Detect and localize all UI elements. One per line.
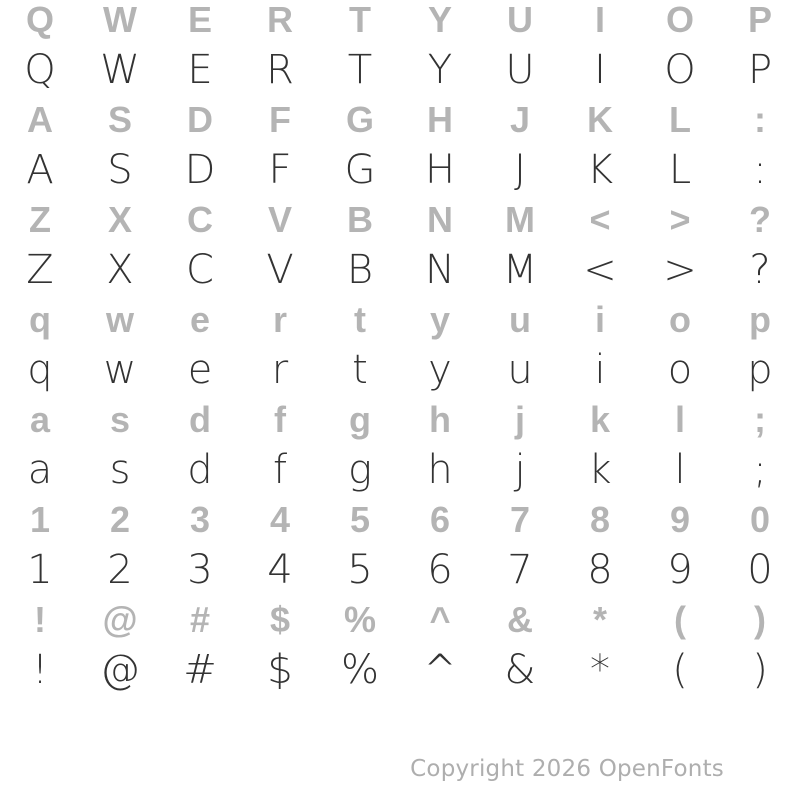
glyph-row-reference (0, 0, 800, 45)
glyph-cell: N (427, 199, 453, 240)
glyph-row-reference (0, 195, 800, 245)
glyph-cell: l (674, 399, 685, 440)
glyph-cell: K (586, 147, 614, 193)
glyph-cell: V (266, 247, 294, 293)
glyph-cell: j (514, 447, 526, 493)
glyph-cell: U (507, 0, 533, 40)
glyph-cell: i (594, 347, 606, 393)
glyph-cell: r (271, 347, 289, 393)
glyph-row-reference (0, 395, 800, 445)
glyph-cell: 3 (187, 547, 213, 593)
glyph-cell: ) (754, 599, 766, 640)
glyph-cell: ? (749, 247, 771, 293)
glyph-cell: 8 (587, 547, 613, 593)
glyph-cell: O (664, 47, 696, 93)
glyph-row-sample (0, 545, 800, 595)
glyph-cell: 6 (427, 547, 453, 593)
glyph-cell: 6 (429, 499, 451, 540)
glyph-cell: s (109, 399, 131, 440)
glyph-cell: j (514, 399, 525, 440)
glyph-cell: u (507, 347, 533, 393)
glyph-cell: l (674, 447, 686, 493)
glyph-cell: 2 (107, 547, 133, 593)
glyph-cell: @ (100, 647, 140, 693)
glyph-cell: F (268, 147, 292, 193)
glyph-cell: # (189, 599, 211, 640)
glyph-cell: g (347, 447, 372, 493)
glyph-cell: ( (672, 647, 688, 693)
glyph-cell: t (354, 299, 366, 340)
glyph-cell: A (27, 99, 53, 140)
glyph-cell: I (594, 47, 606, 93)
glyph-cell: w (105, 299, 134, 340)
glyph-row-reference (0, 295, 800, 345)
glyph-cell: R (266, 47, 294, 93)
glyph-cell: q (27, 347, 53, 393)
glyph-cell: g (349, 399, 371, 440)
glyph-cell: 2 (109, 499, 131, 540)
glyph-cell: C (186, 247, 214, 293)
glyph-cell: I (594, 0, 605, 40)
glyph-cell: M (502, 247, 538, 293)
glyph-cell: e (189, 299, 211, 340)
glyph-cell: ^ (423, 647, 457, 693)
glyph-cell: Z (26, 247, 54, 293)
glyph-cell: E (187, 47, 213, 93)
glyph-cell: E (187, 0, 212, 40)
glyph-cell: < (583, 247, 617, 293)
glyph-cell: p (747, 347, 773, 393)
glyph-cell: A (26, 147, 54, 193)
glyph-cell: R (267, 0, 293, 40)
glyph-cell: y (429, 299, 451, 340)
glyph-cell: V (267, 199, 292, 240)
glyph-cell: o (667, 347, 693, 393)
glyph-cell: Q (25, 0, 54, 40)
glyph-cell: 4 (269, 499, 291, 540)
glyph-cell: u (509, 299, 531, 340)
glyph-cell: B (347, 199, 373, 240)
glyph-cell: Z (29, 199, 51, 240)
glyph-cell: ( (674, 599, 686, 640)
glyph-cell: 5 (347, 547, 373, 593)
glyph-cell: J (509, 99, 531, 140)
glyph-cell: G (345, 99, 374, 140)
glyph-cell: 0 (749, 499, 771, 540)
glyph-cell: % (343, 599, 376, 640)
glyph-cell: k (589, 399, 611, 440)
glyph-row-reference (0, 595, 800, 645)
glyph-cell: k (588, 447, 612, 493)
glyph-cell: S (107, 147, 133, 193)
glyph-cell: W (103, 0, 137, 40)
glyph-cell: @ (102, 599, 138, 640)
glyph-cell: P (747, 0, 772, 40)
glyph-cell: D (187, 99, 213, 140)
glyph-row-reference (0, 495, 800, 545)
glyph-row-sample (0, 645, 800, 695)
glyph-cell: H (427, 99, 453, 140)
glyph-cell: s (109, 447, 131, 493)
glyph-cell: Y (427, 47, 453, 93)
glyph-cell: ; (753, 447, 767, 493)
glyph-cell: 5 (349, 499, 371, 540)
glyph-row-sample (0, 145, 800, 195)
glyph-cell: T (347, 47, 373, 93)
glyph-row-sample (0, 245, 800, 295)
glyph-cell: 0 (747, 547, 773, 593)
glyph-cell: G (344, 147, 376, 193)
glyph-cell: D (184, 147, 216, 193)
glyph-cell: a (27, 447, 53, 493)
glyph-cell: # (183, 647, 217, 693)
glyph-cell: X (106, 247, 134, 293)
glyph-cell: U (505, 47, 535, 93)
glyph-cell: h (429, 399, 451, 440)
glyph-cell: O (665, 0, 694, 40)
glyph-cell: T (349, 0, 371, 40)
glyph-cell: o (669, 299, 691, 340)
glyph-cell: M (505, 199, 535, 240)
glyph-cell: ; (754, 399, 766, 440)
glyph-cell: & (504, 647, 536, 693)
glyph-cell: C (187, 199, 213, 240)
copyright-text: Copyright 2026 OpenFonts (410, 756, 724, 782)
glyph-cell: K (587, 99, 613, 140)
glyph-cell: X (107, 199, 132, 240)
glyph-cell: > (669, 199, 691, 240)
glyph-cell: 4 (267, 547, 293, 593)
glyph-cell: * (590, 647, 610, 693)
glyph-cell: ! (31, 647, 49, 693)
glyph-cell: < (589, 199, 611, 240)
glyph-cell: ! (34, 599, 46, 640)
glyph-cell: % (340, 647, 379, 693)
glyph-cell: B (346, 247, 374, 293)
glyph-cell: d (189, 399, 211, 440)
glyph-cell: ) (752, 647, 768, 693)
glyph-cell: F (269, 99, 291, 140)
glyph-cell: ^ (429, 599, 451, 640)
glyph-cell: J (514, 147, 526, 193)
glyph-cell: h (427, 447, 453, 493)
glyph-cell: 3 (189, 499, 211, 540)
glyph-cell: 9 (667, 547, 693, 593)
glyph-cell: ? (749, 199, 771, 240)
glyph-cell: 1 (27, 547, 53, 593)
glyph-cell: L (669, 99, 691, 140)
glyph-cell: d (187, 447, 213, 493)
glyph-cell: t (352, 347, 368, 393)
glyph-cell: * (592, 599, 607, 640)
glyph-cell: q (29, 299, 51, 340)
glyph-cell: : (753, 147, 767, 193)
glyph-cell: & (507, 599, 533, 640)
glyph-cell: y (428, 347, 452, 393)
glyph-cell: f (272, 447, 288, 493)
glyph-cell: : (754, 99, 766, 140)
glyph-cell: p (749, 299, 771, 340)
glyph-cell: Y (427, 0, 452, 40)
glyph-cell: i (594, 299, 605, 340)
glyph-cell: N (425, 247, 455, 293)
glyph-cell: 9 (669, 499, 691, 540)
glyph-cell: f (274, 399, 286, 440)
glyph-cell: 7 (507, 547, 533, 593)
glyph-cell: $ (267, 647, 293, 693)
glyph-cell: a (29, 399, 51, 440)
glyph-cell: Q (24, 47, 56, 93)
glyph-cell: W (100, 47, 140, 93)
glyph-row-reference (0, 95, 800, 145)
glyph-cell: S (107, 99, 132, 140)
glyph-cell: r (272, 299, 287, 340)
glyph-cell: w (103, 347, 137, 393)
glyph-cell: 1 (29, 499, 51, 540)
glyph-cell: 8 (589, 499, 611, 540)
glyph-row-sample (0, 45, 800, 95)
glyph-cell: > (663, 247, 697, 293)
glyph-cell: H (424, 147, 456, 193)
glyph-row-sample (0, 345, 800, 395)
glyph-cell: 7 (509, 499, 531, 540)
glyph-row-sample (0, 445, 800, 495)
glyph-cell: $ (269, 599, 291, 640)
glyph-cell: P (747, 47, 773, 93)
glyph-cell: e (187, 347, 213, 393)
glyph-cell: L (668, 147, 692, 193)
